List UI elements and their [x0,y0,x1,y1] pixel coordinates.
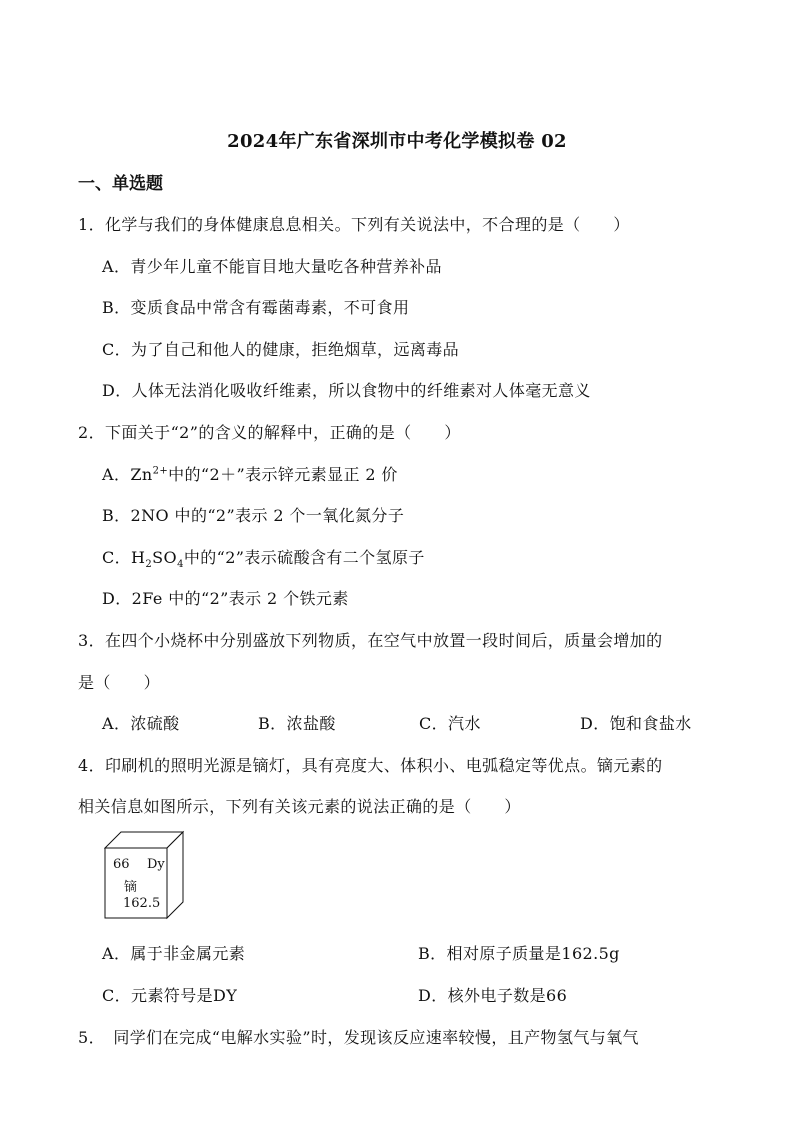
question-1-option-c: C．为了自己和他人的健康，拒绝烟草，远离毒品 [102,340,460,359]
question-4-option-a: A．属于非金属元素 [102,944,246,963]
formula-so: SO [152,548,178,567]
page-title: 2024年广东省深圳市中考化学模拟卷 02 [227,131,567,152]
subscript-2: 2 [145,559,153,571]
question-4-option-b: B．相对原子质量是162.5g [418,944,620,963]
question-3-stem-line-1: 3．在四个小烧杯中分别盛放下列物质，在空气中放置一段时间后，质量会增加的 [78,631,663,650]
question-3-option-b: B．浓盐酸 [258,714,336,733]
question-2-option-a [102,462,398,485]
question-3-stem-line-2: 是（ ） [78,673,161,692]
question-4-stem-line-2: 相关信息如图所示，下列有关该元素的说法正确的是（ ） [78,797,521,816]
option-a-text: 中的“2＋”表示锌元素显正 2 价 [168,465,398,484]
atomic-number: 66 [113,857,130,872]
question-4-option-d: D．核外电子数是66 [418,986,568,1005]
question-2-option-c [102,545,425,571]
element-symbol: Dy [147,857,165,872]
option-c-text: 中的“2”表示硫酸含有二个氢原子 [183,548,425,567]
question-4-option-c: C．元素符号是DY [102,986,238,1005]
question-1-stem: 1．化学与我们的身体健康息息相关。下列有关说法中，不合理的是（ ） [78,215,630,234]
element-info-box [104,830,184,920]
element-name: 镝 [124,880,138,895]
question-4-stem-line-1: 4．印刷机的照明光源是镝灯，具有亮度大、体积小、电弧稳定等优点。镝元素的 [78,756,663,775]
option-a-prefix: A．Zn [102,465,153,484]
charge-superscript: 2+ [152,465,169,477]
option-c-prefix: C．H [102,548,146,567]
question-5-stem-line-1: 5． 同学们在完成“电解水实验”时，发现该反应速率较慢，且产物氢气与氧气 [78,1028,639,1047]
question-1-option-d: D．人体无法消化吸收纤维素，所以食物中的纤维素对人体毫无意义 [102,381,591,400]
question-2-option-d: D．2Fe 中的“2”表示 2 个铁元素 [102,589,349,608]
question-3-option-d: D．饱和食盐水 [580,714,692,733]
question-2-option-b: B．2NO 中的“2”表示 2 个一氧化氮分子 [102,506,405,525]
question-1-option-a: A．青少年儿童不能盲目地大量吃各种营养补品 [102,257,442,276]
question-3-option-c: C．汽水 [419,714,481,733]
section-heading: 一、单选题 [78,174,163,194]
question-3-option-a: A．浓硫酸 [102,714,180,733]
question-1-option-b: B．变质食品中常含有霉菌毒素，不可食用 [102,298,410,317]
subscript-4: 4 [177,559,184,571]
atomic-mass: 162.5 [123,896,161,911]
question-2-stem: 2．下面关于“2”的含义的解释中，正确的是（ ） [78,423,461,442]
